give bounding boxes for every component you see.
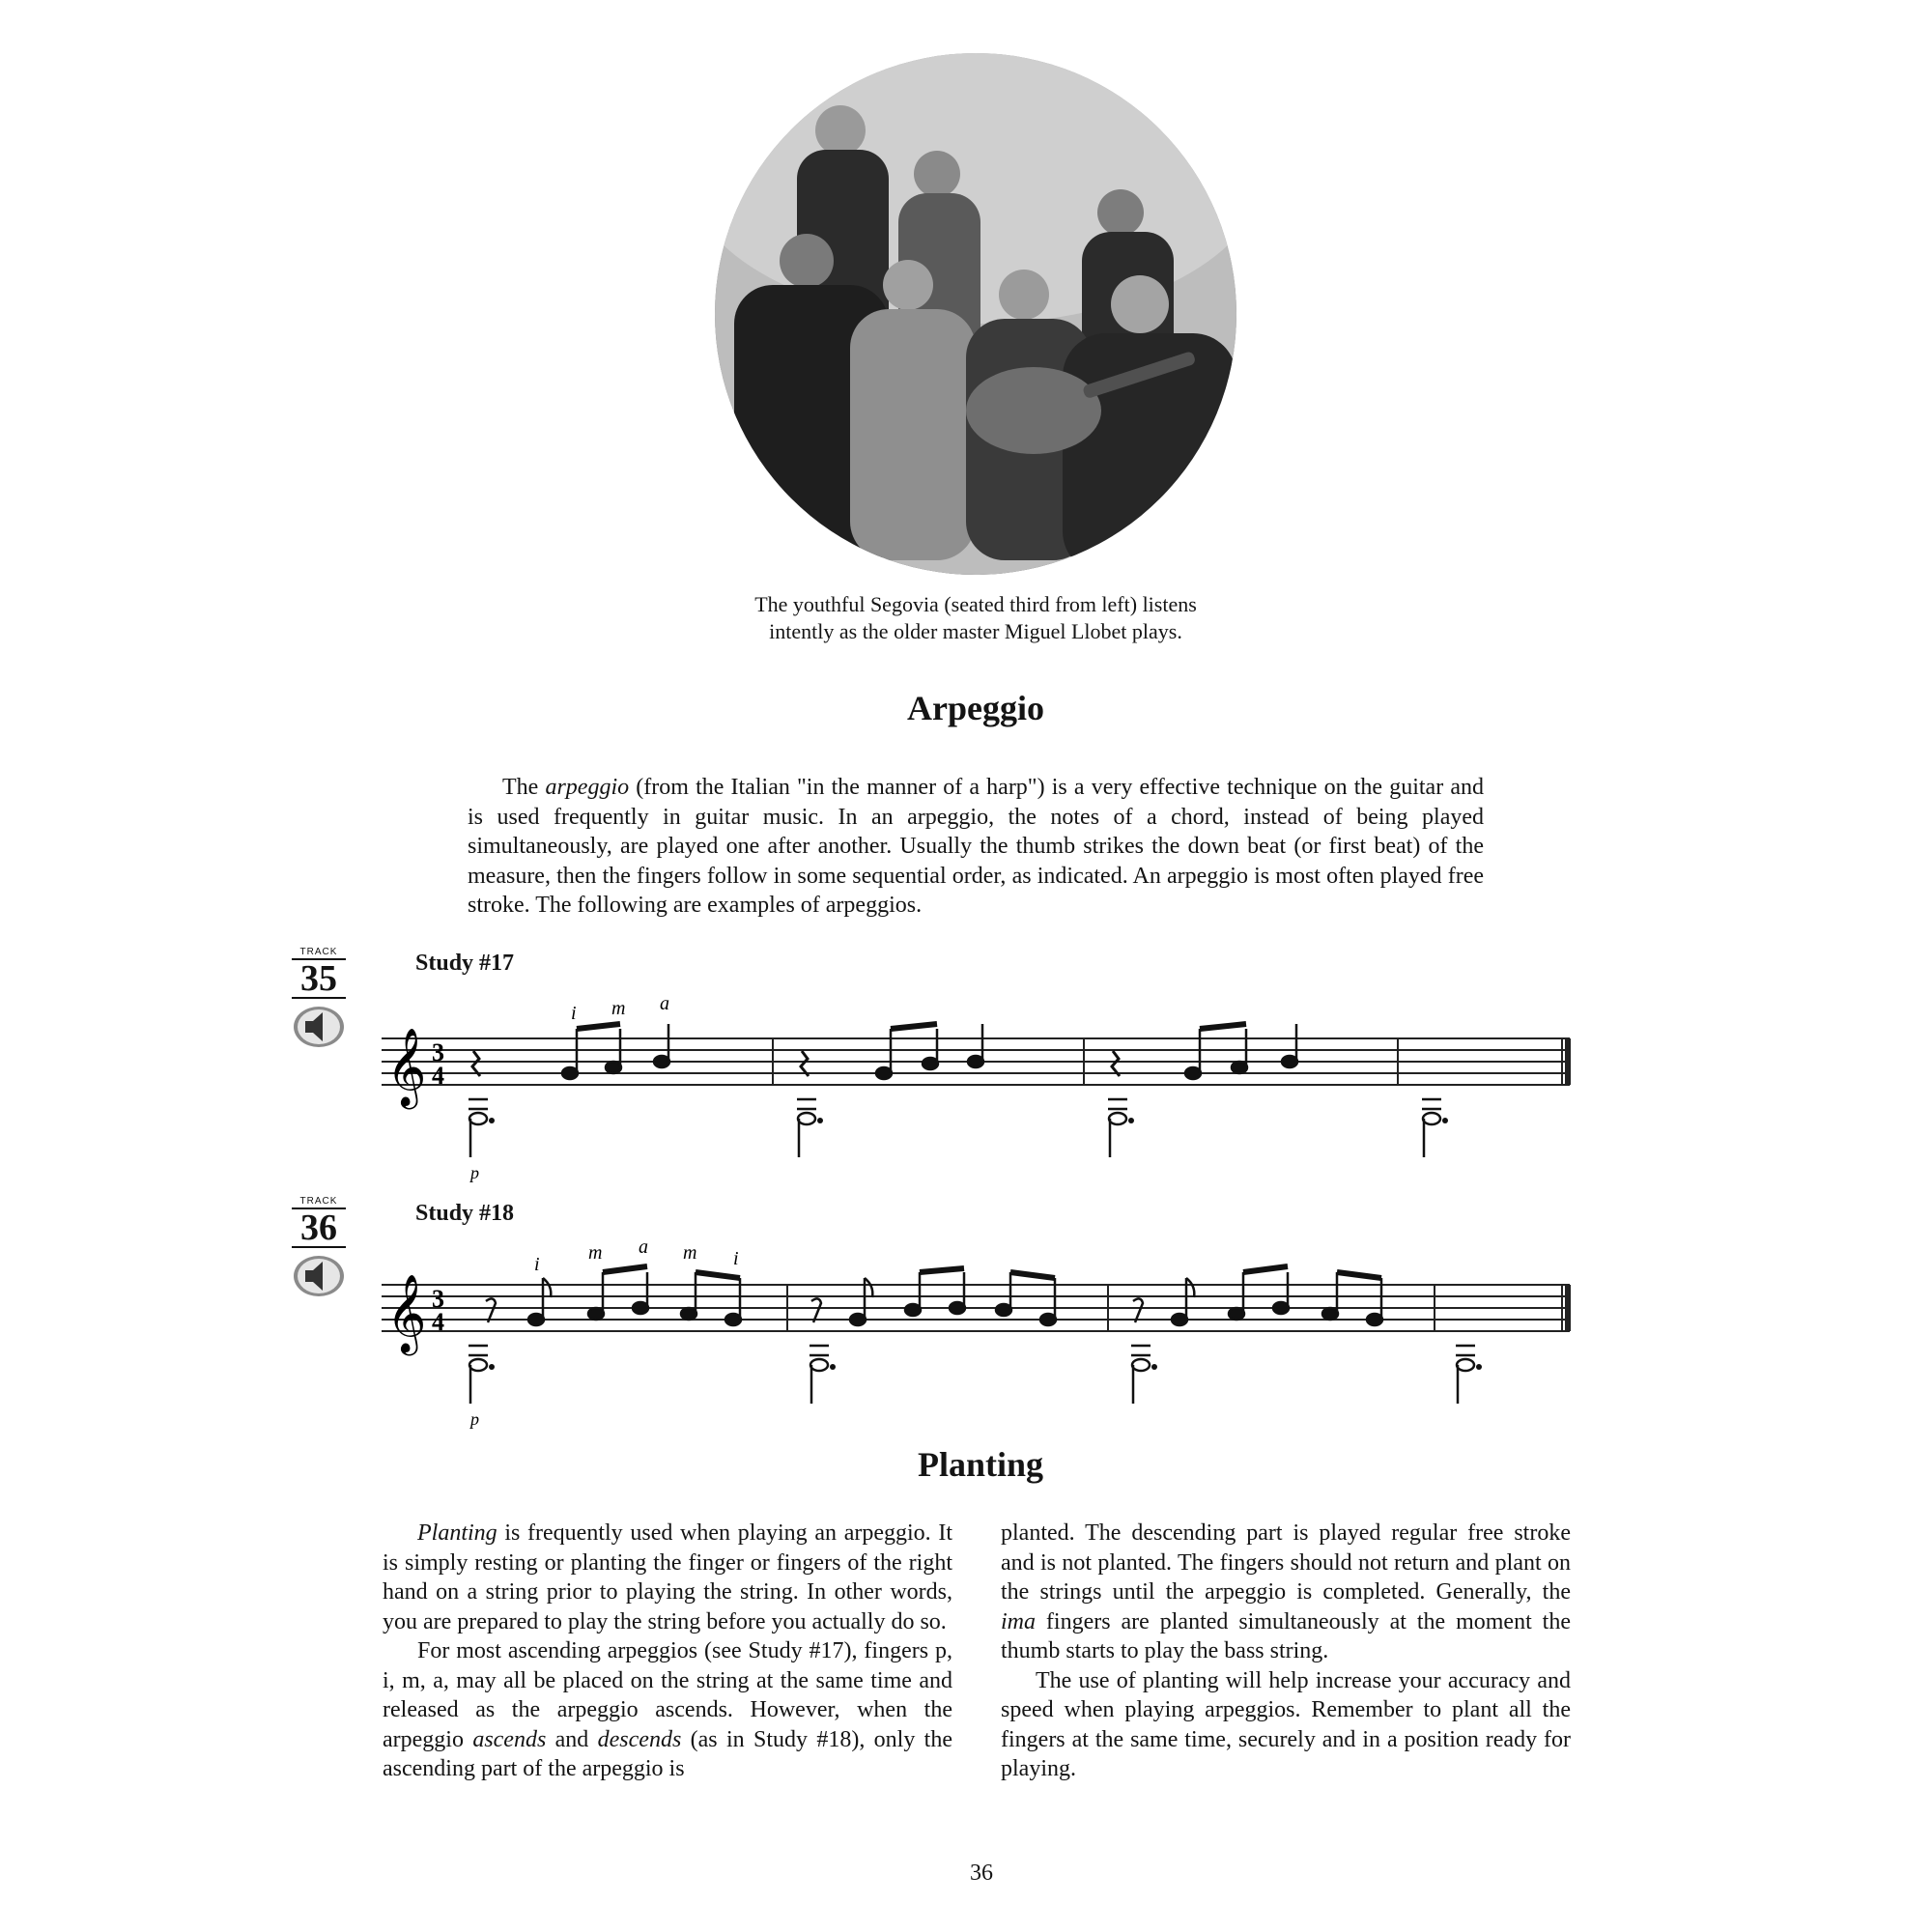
planting-term: Planting <box>417 1520 497 1546</box>
caption-line-1: The youthful Segovia (seated third from left) listens <box>754 592 1197 616</box>
planting-left-p1-text: is frequently used when playing an arpeggio. It is simply resting or planting the finger or fingers of the right hand on a string prior to playing the string. In other words, you are prepared to play the string before you actually do so. <box>383 1520 952 1634</box>
fingering-i: i <box>534 1254 540 1275</box>
photo-figures <box>715 53 1236 575</box>
planting-left-paragraph-1 <box>383 1519 952 1636</box>
planting-left-p2-text-a: For most ascending arpeggios (see Study #17), fingers p, i, m, a, may all be placed on the string at the same time and released as the arpeggio ascends. However, when the arpeggio <box>383 1638 952 1752</box>
treble-clef-icon: 𝄞 <box>386 1027 427 1106</box>
study-17-title: Study #17 <box>415 951 515 976</box>
bass-fingering-p: p <box>470 1409 479 1429</box>
arpeggio-term: arpeggio <box>545 775 630 800</box>
track-number: 35 <box>292 960 346 999</box>
fingering-i: i <box>571 1003 577 1024</box>
fingering-m: m <box>588 1242 603 1264</box>
speaker-icon[interactable] <box>292 1254 346 1298</box>
planting-right-p1-text-a: planted. The descending part is played regular free stroke and is not planted. The fingers should not return and plant on the strings until the arpeggio is completed. Generally, the <box>1001 1520 1571 1605</box>
segovia-llobet-photo <box>715 53 1236 575</box>
fingering-m-2: m <box>683 1242 697 1264</box>
fingering-a: a <box>660 993 669 1014</box>
speaker-icon[interactable] <box>292 1005 346 1049</box>
time-signature-top: 3 <box>432 1038 444 1066</box>
planting-right-paragraph-1 <box>1001 1519 1571 1666</box>
fingering-a: a <box>639 1236 648 1258</box>
treble-clef-icon: 𝄞 <box>386 1273 427 1352</box>
bass-fingering-p: p <box>470 1163 479 1182</box>
track-35-badge <box>292 947 346 1054</box>
planting-left-column <box>383 1519 952 1784</box>
track-label: TRACK <box>292 1196 346 1209</box>
descends-term: descends <box>597 1726 682 1752</box>
fingering-m: m <box>611 998 626 1019</box>
study-18-staff <box>382 1232 1579 1429</box>
planting-left-paragraph-2 <box>383 1636 952 1784</box>
planting-left-p2-text-b: (as in Study #18), only the ascending part of the arpeggio is <box>383 1726 952 1781</box>
planting-left-p2-and: and <box>546 1726 598 1752</box>
arpeggio-text-start: The <box>502 775 546 800</box>
ima-term: ima <box>1001 1608 1036 1634</box>
ascends-term: ascends <box>472 1726 547 1752</box>
planting-heading: Planting <box>917 1445 1044 1484</box>
fingering-i-2: i <box>733 1248 739 1269</box>
time-signature-bottom: 4 <box>432 1308 444 1336</box>
time-signature-top: 3 <box>432 1285 444 1313</box>
page-number: 36 <box>970 1861 993 1886</box>
planting-right-paragraph-2: The use of planting will help increase your accuracy and speed when playing arpeggios. Remember to plant all the fingers at the same time, securely and in a position ready for playing. <box>1001 1667 1571 1781</box>
caption-line-2: intently as the older master Miguel Llobet plays. <box>769 619 1182 643</box>
photo-caption <box>676 591 1275 645</box>
time-signature-bottom: 4 <box>432 1062 444 1090</box>
planting-right-column <box>1001 1519 1571 1784</box>
arpeggio-paragraph <box>468 773 1484 921</box>
planting-right-p1-text-b: fingers are planted simultaneously at the moment the thumb starts to play the bass string. <box>1001 1608 1571 1663</box>
track-36-badge <box>292 1196 346 1303</box>
track-number: 36 <box>292 1209 346 1248</box>
arpeggio-text-rest: (from the Italian "in the manner of a harp") is a very effective technique on the guitar and is used frequently in guitar music. In an arpeggio, the notes of a chord, instead of being played simultaneously, are played one after another. Usually the thumb strikes the down beat (or first beat) of the measure, then the fingers follow in some sequential order, as indicated. An arpeggio is most often played free stroke. The following are examples of arpeggios. <box>468 775 1485 918</box>
arpeggio-heading: Arpeggio <box>907 689 1044 727</box>
study-17-staff <box>382 985 1579 1182</box>
track-label: TRACK <box>292 947 346 960</box>
study-18-title: Study #18 <box>415 1201 515 1226</box>
